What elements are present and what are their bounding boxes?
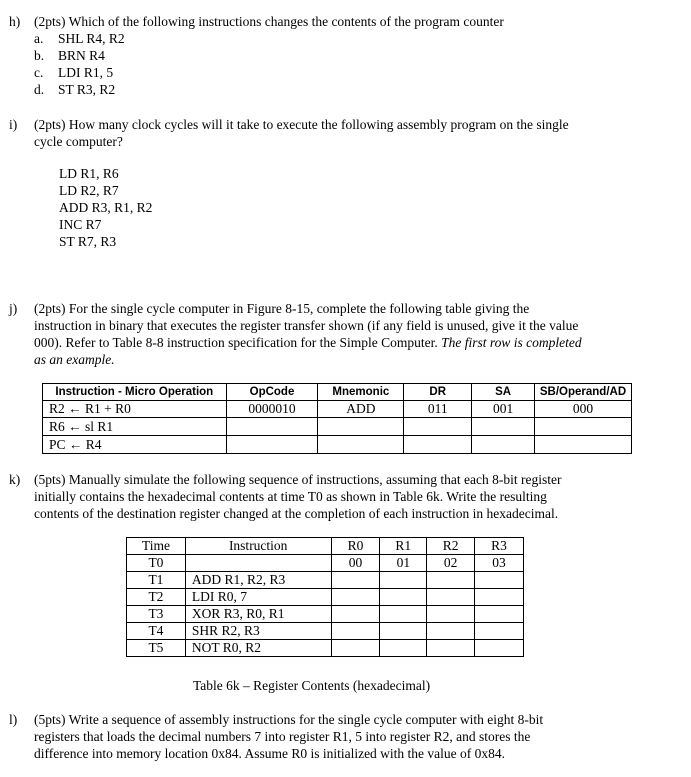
option-b-text: BRN R4 — [58, 48, 105, 63]
table-row — [127, 589, 524, 606]
header-mnemonic: Mnemonic — [318, 384, 404, 401]
table-row — [127, 555, 524, 572]
cell-mnemonic[interactable] — [318, 418, 404, 436]
option-c-letter: c. — [34, 65, 44, 80]
cell-r0[interactable] — [331, 623, 380, 640]
instruction-table — [42, 383, 632, 454]
cell-dr[interactable] — [404, 436, 472, 454]
cell-r3[interactable] — [475, 606, 524, 623]
question-h-text: (2pts) Which of the following instructions changes the contents of the program counter — [34, 14, 504, 29]
header-sa: SA — [472, 384, 535, 401]
register-table-header — [127, 538, 524, 555]
cell-sb[interactable] — [534, 436, 631, 454]
cell-opcode[interactable] — [226, 418, 318, 436]
cell-instruction: ADD R1, R2, R3 — [185, 572, 331, 589]
question-j-line3-plain: 000). Refer to Table 8-8 instruction specification for the Simple Computer. — [34, 335, 442, 350]
cell-r0[interactable] — [331, 589, 380, 606]
header-sb: SB/Operand/AD — [534, 384, 631, 401]
cell-r0[interactable] — [331, 640, 380, 657]
option-d-letter: d. — [34, 82, 45, 97]
register-table — [126, 537, 524, 657]
option-a-text: SHL R4, R2 — [58, 31, 125, 46]
cell-r2[interactable] — [427, 589, 475, 606]
cell-mnemonic: ADD — [318, 401, 404, 418]
header-instruction: Instruction - Micro Operation — [43, 384, 227, 401]
option-a-letter: a. — [34, 31, 44, 46]
cell-opcode[interactable] — [226, 436, 318, 454]
cell-time: T4 — [127, 623, 186, 640]
cell-dr[interactable] — [404, 418, 472, 436]
question-h-label: h) — [9, 14, 21, 29]
question-i-line1: (2pts) How many clock cycles will it take to execute the following assembly program on the single — [34, 117, 569, 132]
table-row — [127, 572, 524, 589]
question-i-line2: cycle computer? — [34, 134, 123, 149]
cell-sa: 001 — [472, 401, 535, 418]
question-j-line1: (2pts) For the single cycle computer in Figure 8-15, complete the following table giving the — [34, 301, 530, 316]
cell-dr: 011 — [404, 401, 472, 418]
cell-time: T3 — [127, 606, 186, 623]
cell-mnemonic[interactable] — [318, 436, 404, 454]
cell-time: T2 — [127, 589, 186, 606]
question-k-line3: contents of the destination register changed at the completion of each instruction in hexadecimal. — [34, 506, 559, 521]
table-row — [43, 401, 632, 418]
cell-r2[interactable] — [427, 606, 475, 623]
cell-instruction: NOT R0, R2 — [185, 640, 331, 657]
cell-r3[interactable] — [475, 623, 524, 640]
cell-sb[interactable] — [534, 418, 631, 436]
cell-r1[interactable] — [380, 606, 427, 623]
question-k-line1: (5pts) Manually simulate the following sequence of instructions, assuming that each 8-bit register — [34, 472, 562, 487]
code-line-1: LD R1, R6 — [59, 166, 119, 181]
header-time: Time — [127, 538, 186, 555]
cell-r3[interactable] — [475, 572, 524, 589]
table-row — [127, 623, 524, 640]
cell-micro-op: R2 ← R1 + R0 — [43, 401, 227, 418]
cell-opcode: 0000010 — [226, 401, 318, 418]
code-line-3: ADD R3, R1, R2 — [59, 200, 153, 215]
cell-r1: 01 — [380, 555, 427, 572]
header-r1: R1 — [380, 538, 427, 555]
question-j-label: j) — [9, 301, 18, 316]
header-opcode: OpCode — [226, 384, 318, 401]
cell-r1[interactable] — [380, 640, 427, 657]
question-j-line3-italic: The first row is completed — [441, 335, 582, 350]
cell-micro-op: R6 ← sl R1 — [43, 418, 227, 436]
header-r3: R3 — [475, 538, 524, 555]
cell-r3: 03 — [475, 555, 524, 572]
cell-r2[interactable] — [427, 623, 475, 640]
table-row — [127, 640, 524, 657]
cell-r2[interactable] — [427, 640, 475, 657]
cell-r0: 00 — [331, 555, 380, 572]
cell-sa[interactable] — [472, 418, 535, 436]
cell-r0[interactable] — [331, 572, 380, 589]
code-line-4: INC R7 — [59, 217, 102, 232]
question-l-line2: registers that loads the decimal numbers 7 into register R1, 5 into register R2, and stores the — [34, 729, 531, 744]
question-l-label: l) — [9, 712, 18, 727]
question-j-line2: instruction in binary that executes the register transfer shown (if any field is unused, give it the value — [34, 318, 579, 333]
cell-r0[interactable] — [331, 606, 380, 623]
option-b-letter: b. — [34, 48, 45, 63]
cell-instruction — [185, 555, 331, 572]
question-l-line3: difference into memory location 0x84. Assume R0 is initialized with the value of 0x84. — [34, 746, 506, 761]
cell-instruction: LDI R0, 7 — [185, 589, 331, 606]
question-i-label: i) — [9, 117, 18, 132]
option-c-text: LDI R1, 5 — [58, 65, 114, 80]
option-d-text: ST R3, R2 — [58, 82, 116, 97]
question-j-line3 — [34, 334, 582, 351]
cell-time: T1 — [127, 572, 186, 589]
cell-r2[interactable] — [427, 572, 475, 589]
cell-sb: 000 — [534, 401, 631, 418]
table-row — [43, 418, 632, 436]
cell-r1[interactable] — [380, 589, 427, 606]
table-row — [43, 436, 632, 454]
cell-time: T0 — [127, 555, 186, 572]
cell-micro-op: PC ← R4 — [43, 436, 227, 454]
question-k-label: k) — [9, 472, 21, 487]
cell-r3[interactable] — [475, 640, 524, 657]
header-dr: DR — [404, 384, 472, 401]
header-r2: R2 — [427, 538, 475, 555]
header-instruction: Instruction — [185, 538, 331, 555]
question-l-line1: (5pts) Write a sequence of assembly instructions for the single cycle computer with eight 8-bit — [34, 712, 544, 727]
instruction-table-header — [43, 384, 632, 401]
cell-time: T5 — [127, 640, 186, 657]
cell-sa[interactable] — [472, 436, 535, 454]
header-r0: R0 — [331, 538, 380, 555]
question-k-line2: initially contains the hexadecimal contents at time T0 as shown in Table 6k. Write the resulting — [34, 489, 547, 504]
cell-r1[interactable] — [380, 623, 427, 640]
question-j-line4: as an example. — [34, 352, 115, 367]
cell-instruction: XOR R3, R0, R1 — [185, 606, 331, 623]
code-line-2: LD R2, R7 — [59, 183, 119, 198]
cell-r3[interactable] — [475, 589, 524, 606]
cell-instruction: SHR R2, R3 — [185, 623, 331, 640]
table-6k-caption: Table 6k – Register Contents (hexadecimal) — [193, 678, 431, 693]
cell-r2: 02 — [427, 555, 475, 572]
code-line-5: ST R7, R3 — [59, 234, 117, 249]
cell-r1[interactable] — [380, 572, 427, 589]
table-row — [127, 606, 524, 623]
